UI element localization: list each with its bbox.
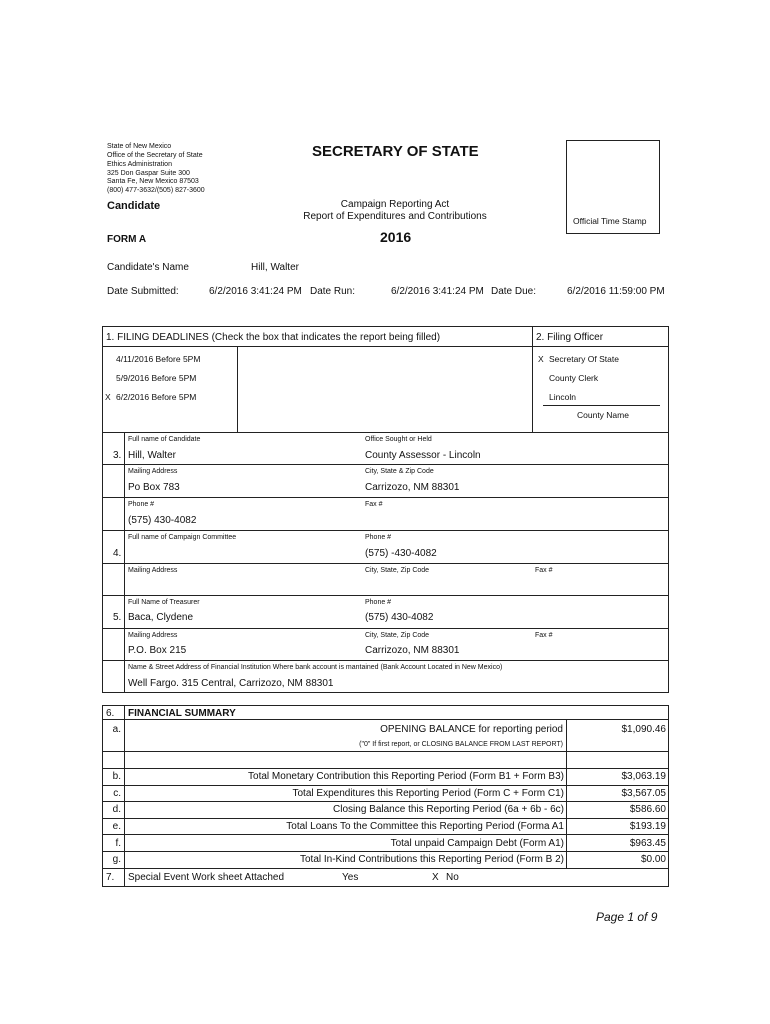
stamp-label: Official Time Stamp bbox=[573, 216, 647, 226]
address-line: 325 Don Gaspar Suite 300 bbox=[107, 170, 190, 177]
committee-phone: (575) -430-4082 bbox=[365, 548, 437, 559]
phone-label: Phone # bbox=[128, 501, 155, 508]
fax-label: Fax # bbox=[535, 567, 553, 574]
row-letter: a. bbox=[112, 724, 121, 735]
address-line: Ethics Administration bbox=[107, 161, 172, 168]
date-submitted-value: 6/2/2016 3:41:24 PM bbox=[209, 286, 302, 297]
mailing-label: Mailing Address bbox=[128, 632, 178, 639]
row-letter: f. bbox=[115, 838, 121, 849]
mailing-label: Mailing Address bbox=[128, 567, 178, 574]
office-sought: County Assessor - Lincoln bbox=[365, 450, 481, 461]
deadline-option: 4/11/2016 Before 5PM bbox=[116, 354, 201, 364]
summary-label: Total Expenditures this Reporting Period (Form C + Form C1) bbox=[292, 788, 564, 799]
summary-label: Closing Balance this Reporting Period (6a + 6b - 6c) bbox=[333, 804, 564, 815]
treasurer-phone: (575) 430-4082 bbox=[365, 612, 434, 623]
row-letter: c. bbox=[113, 788, 121, 799]
filing-officer-header: 2. Filing Officer bbox=[536, 332, 604, 343]
candidate-mailing: Po Box 783 bbox=[128, 482, 180, 493]
section-number: 3. bbox=[113, 450, 122, 461]
date-submitted-label: Date Submitted: bbox=[107, 286, 179, 297]
row-letter: e. bbox=[112, 821, 121, 832]
row-letter: b. bbox=[112, 771, 121, 782]
candidate-name-value: Hill, Walter bbox=[251, 262, 299, 273]
row-letter: g. bbox=[112, 854, 121, 865]
mailing-label: Mailing Address bbox=[128, 468, 178, 475]
opening-balance-note: ("0" If first report, or CLOSING BALANCE FROM LAST REPORT) bbox=[359, 741, 563, 748]
treasurer-city: Carrizozo, NM 88301 bbox=[365, 645, 460, 656]
yes-option[interactable]: Yes bbox=[342, 872, 359, 883]
officer-mark[interactable]: X bbox=[538, 354, 544, 364]
summary-value: $3,567.05 bbox=[621, 788, 666, 799]
candidate-full-name: Hill, Walter bbox=[128, 450, 176, 461]
address-line: State of New Mexico bbox=[107, 143, 172, 150]
phone-label: Phone # bbox=[365, 599, 392, 606]
section-number: 7. bbox=[106, 872, 115, 883]
city-label: City, State, Zip Code bbox=[365, 632, 430, 639]
section-number: 4. bbox=[113, 548, 122, 559]
date-due-label: Date Due: bbox=[491, 286, 537, 297]
deadline-option: 6/2/2016 Before 5PM bbox=[116, 392, 197, 402]
candidate-phone: (575) 430-4082 bbox=[128, 515, 197, 526]
candidate-name-label: Candidate's Name bbox=[107, 262, 189, 273]
address-line: Office of the Secretary of State bbox=[107, 152, 203, 159]
form-label: FORM A bbox=[107, 234, 147, 245]
page-number: Page 1 of 9 bbox=[596, 910, 658, 924]
special-event-label: Special Event Work sheet Attached bbox=[128, 872, 285, 883]
candidate-heading: Candidate bbox=[107, 200, 161, 212]
county-name-label: County Name bbox=[577, 410, 629, 420]
county-value: Lincoln bbox=[549, 392, 576, 402]
bank-label: Name & Street Address of Financial Institution Where bank account is mantained (Bank Account Located in New Mexico) bbox=[128, 664, 503, 671]
treasurer-name-label: Full Name of Treasurer bbox=[128, 599, 200, 606]
financial-summary-title: FINANCIAL SUMMARY bbox=[128, 708, 236, 719]
report-title: Report of Expenditures and Contributions bbox=[303, 211, 487, 222]
opening-balance-label: OPENING BALANCE for reporting period bbox=[380, 724, 563, 735]
summary-value: $963.45 bbox=[629, 838, 666, 849]
city-label: City, State, Zip Code bbox=[365, 567, 430, 574]
officer-option: County Clerk bbox=[549, 373, 599, 383]
summary-label: Total unpaid Campaign Debt (Form A1) bbox=[390, 838, 564, 849]
city-label: City, State & Zip Code bbox=[365, 468, 434, 475]
candidate-name-label: Full name of Candidate bbox=[128, 436, 201, 443]
date-due-value: 6/2/2016 11:59:00 PM bbox=[567, 286, 665, 297]
summary-value: $586.60 bbox=[629, 804, 666, 815]
no-mark[interactable]: X bbox=[432, 872, 439, 883]
report-year: 2016 bbox=[380, 229, 412, 245]
officer-option: Secretary Of State bbox=[549, 354, 619, 364]
date-run-label: Date Run: bbox=[310, 286, 356, 297]
deadline-mark[interactable]: X bbox=[105, 392, 111, 402]
treasurer-mailing: P.O. Box 215 bbox=[128, 645, 187, 656]
fax-label: Fax # bbox=[535, 632, 553, 639]
address-line: Santa Fe, New Mexico 87503 bbox=[107, 178, 199, 185]
treasurer-name: Baca, Clydene bbox=[128, 612, 194, 623]
deadlines-header: 1. FILING DEADLINES (Check the box that indicates the report being filled) bbox=[106, 332, 441, 343]
committee-name-label: Full name of Campaign Committee bbox=[128, 534, 237, 541]
row-letter: d. bbox=[112, 804, 121, 815]
summary-label: Total Monetary Contribution this Reporting Period (Form B1 + Form B3) bbox=[248, 771, 564, 782]
phone-label: Phone # bbox=[365, 534, 392, 541]
summary-label: Total In-Kind Contributions this Reporting Period (Form B 2) bbox=[299, 854, 564, 865]
section-number: 5. bbox=[113, 612, 122, 623]
office-label: Office Sought or Held bbox=[365, 436, 432, 443]
deadline-option: 5/9/2016 Before 5PM bbox=[116, 373, 197, 383]
section-number: 6. bbox=[106, 708, 115, 719]
summary-label: Total Loans To the Committee this Reporting Period (Forma A1 bbox=[286, 821, 564, 832]
act-name: Campaign Reporting Act bbox=[340, 199, 450, 210]
bank-value: Well Fargo. 315 Central, Carrizozo, NM 88301 bbox=[128, 678, 334, 689]
summary-value: $0.00 bbox=[640, 854, 666, 865]
page-title: SECRETARY OF STATE bbox=[312, 143, 479, 160]
fax-label: Fax # bbox=[365, 501, 383, 508]
opening-balance-value: $1,090.46 bbox=[621, 724, 666, 735]
date-run-value: 6/2/2016 3:41:24 PM bbox=[391, 286, 484, 297]
candidate-city: Carrizozo, NM 88301 bbox=[365, 482, 460, 493]
no-option[interactable]: No bbox=[446, 872, 459, 883]
summary-value: $193.19 bbox=[629, 821, 666, 832]
summary-value: $3,063.19 bbox=[621, 771, 666, 782]
address-line: (800) 477-3632/(505) 827-3600 bbox=[107, 187, 205, 194]
